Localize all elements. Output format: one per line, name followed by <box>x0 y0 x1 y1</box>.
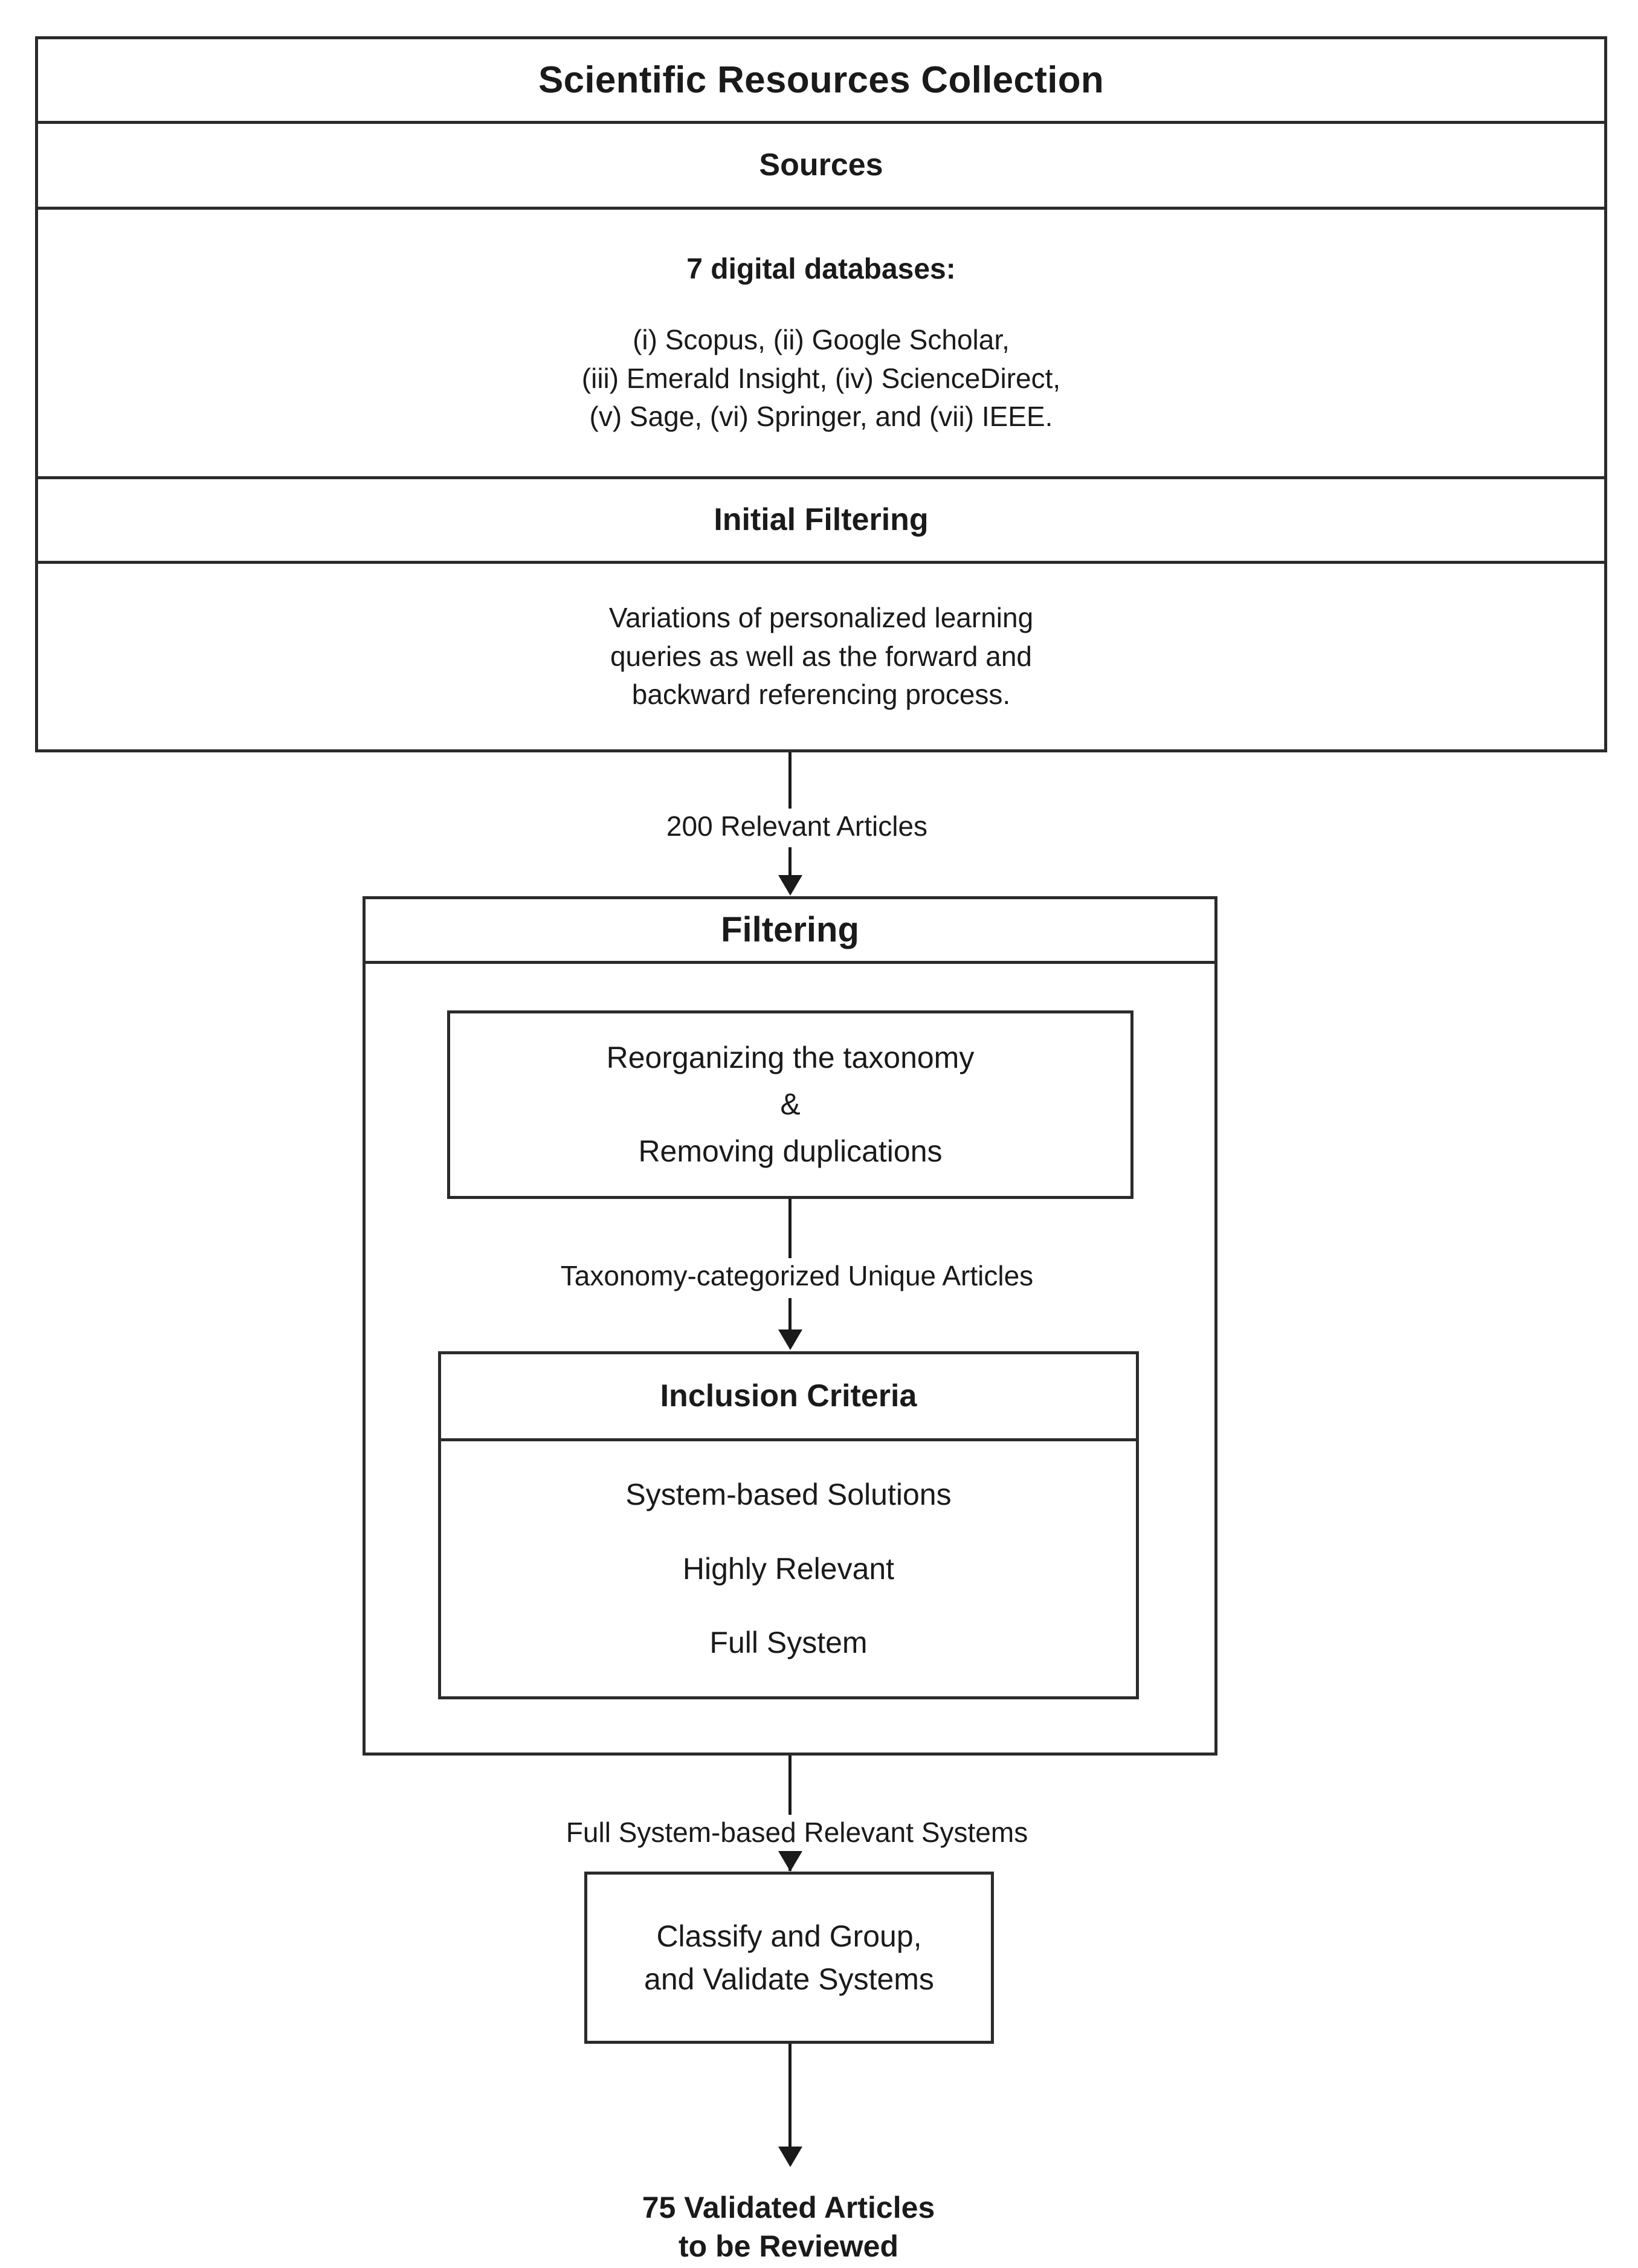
inclusion-criteria-list <box>441 1441 1136 1696</box>
inclusion-criterion-2: Highly Relevant <box>682 1551 895 1586</box>
initial-filtering-text <box>609 599 1033 714</box>
outcome-line-2: to be Reviewed <box>679 2229 898 2263</box>
connector-collection-to-filtering-upper <box>788 752 792 813</box>
initial-filtering-line-2: queries as well as the forward and <box>610 640 1033 672</box>
reorganize-ampersand: & <box>780 1087 801 1122</box>
sources-list <box>582 321 1060 436</box>
sources-list-line-3: (v) Sage, (vi) Springer, and (vii) IEEE. <box>589 401 1053 433</box>
classify-line-2: and Validate Systems <box>644 1962 934 1996</box>
sources-list-line-2: (iii) Emerald Insight, (iv) ScienceDirect, <box>581 362 1061 394</box>
inclusion-criteria-header: Inclusion Criteria <box>660 1378 917 1413</box>
inclusion-criterion-1: System-based Solutions <box>625 1477 952 1511</box>
collection-title: Scientific Resources Collection <box>538 59 1104 101</box>
initial-filtering-header: Initial Filtering <box>714 502 929 537</box>
reorganize-box-content <box>450 1013 1130 1196</box>
initial-filtering-line-1: Variations of personalized learning <box>608 602 1034 634</box>
connector-collection-to-filtering-lower <box>788 847 792 876</box>
outcome-line-1: 75 Validated Articles <box>642 2191 935 2224</box>
reorganize-text <box>607 1035 975 1175</box>
sources-header: Sources <box>759 147 883 183</box>
connector-reorganize-to-inclusion-lower <box>788 1298 792 1331</box>
initial-filtering-body <box>38 564 1604 749</box>
sources-body <box>38 210 1604 476</box>
filtering-header: Filtering <box>721 909 859 949</box>
reorganize-line-3: Removing duplications <box>638 1134 943 1168</box>
initial-filtering-line-3: backward referencing process. <box>631 679 1011 711</box>
classify-and-group-text <box>644 1915 934 2001</box>
edge-label-taxonomy-categorized-unique-articles: Taxonomy-categorized Unique Articles <box>426 1258 1168 1294</box>
classify-and-group-content <box>587 1875 991 2041</box>
edge-label-200-relevant-articles: 200 Relevant Articles <box>547 809 1047 845</box>
arrowhead-to-filtering <box>778 875 802 896</box>
sources-count-label: 7 digital databases: <box>686 253 956 286</box>
outcome-text <box>642 2188 935 2266</box>
connector-classify-to-outcome <box>788 2044 792 2149</box>
outcome-text-block <box>426 2191 1151 2263</box>
sources-list-line-1: (i) Scopus, (ii) Google Scholar, <box>633 324 1010 356</box>
filtering-header-divider <box>363 961 1217 964</box>
arrowhead-to-inclusion-criteria <box>778 1329 802 1350</box>
connector-reorganize-to-inclusion-upper <box>788 1199 792 1265</box>
classify-line-1: Classify and Group, <box>656 1919 922 1953</box>
edge-label-full-system-based-relevant-systems: Full System-based Relevant Systems <box>405 1815 1189 1851</box>
connector-filtering-to-classify-upper <box>788 1756 792 1822</box>
inclusion-criterion-3: Full System <box>709 1626 868 1660</box>
arrowhead-to-outcome <box>778 2147 802 2167</box>
arrowhead-to-classify <box>778 1851 802 1872</box>
reorganize-line-1: Reorganizing the taxonomy <box>606 1040 975 1074</box>
